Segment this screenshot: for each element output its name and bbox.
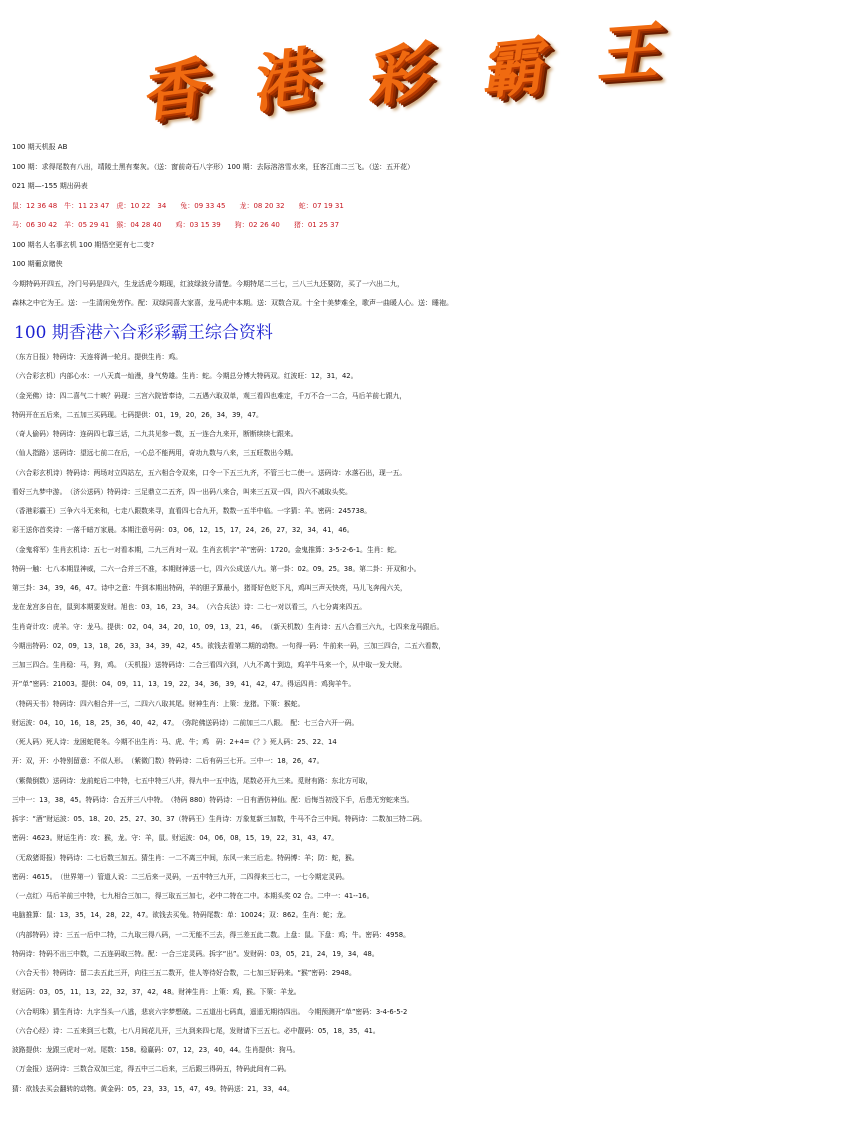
body-line: （特码天书）特码诗：四六相合并一三，二四六八取其尾。财神生肖：上策：龙猪。下策：猴蛇。 [12,699,305,708]
body-line: 密码：4615。 （世界第一）管道人说：二三后来一灵码，一五中特三九开，二四得来三七二，一七今期定灵码。 [12,872,349,881]
body-line: 猜：欲钱去买会翻转的动物。黄金码：05，23，33，15，47，49。特码送：21，33，44。 [12,1084,294,1093]
top-info-block [12,138,860,314]
top-line: 100 期名人名事玄机 100 期悟空更有七二变? [12,240,155,249]
body-line: （金鬼将军）生肖玄机诗：五七一对看本期，二九三肖对一双。生肖玄机字“羊”密码：1720。金鬼推算：3-5-2-6-1。生肖：蛇。 [12,545,401,554]
body-line: （一点红）马后羊前三中特，七九相合三加二，得三取五三加七，必中二特在二中。本期头奖 02 合。二中一：41--16。 [12,892,374,900]
logo-char-2: 港 [244,39,318,122]
body-line: 第三卦：34，39，46，47。诗中之意：牛到本期出特码，羊的胆子算最小，猪哥好色贬下凡，鸡叫三声天快亮，马儿飞奔闯六关， [12,584,407,592]
body-line: 波路提供：龙跟三虎对一对。尾数：158。稳赢码：07，12，23，40，44。生肖提供：狗马。 [12,1046,300,1054]
body-line: 密码：4623。财运生肖：攻：猴，龙。守：羊，鼠。财运波：04，06，08，15，19，22，31，43，47。 [12,834,339,843]
body-line: （万金报）送码诗：三数合双加三定，得五中三二后来，三后跟三得码五，特码此间有二码。 [12,1065,291,1074]
body-line: 彩王送你首奖诗：一落千暗万家晨。本期注意号码：03，06，12，15，17，24，26，27，32，34，41，46。 [12,526,354,535]
body-line: 拆字：“酒”财运波：05、18、20、25、27、30、37（特码王）生肖诗：万象复新三加数，牛马不合三中间。特码诗：二数加三特二码。 [12,815,427,823]
body-line: 生肖奇计攻：虎羊。守：龙马。提供：02，04，34，20，10，09，13，21，46。 （新天机数）生肖诗：五八合看三六九，七四来龙马跟后。 [12,622,444,631]
top-line: 021 期—-155 期出码表 [12,182,88,190]
top-line: 100 期天机报 AB [12,143,68,151]
logo-char-1: 香 [135,50,207,131]
body-line: （六合明珠）猜生肖诗：九字当头一八逃，悲哀六字梦想破。二五道出七码真，遥遥无期待四出。 今期预测开“单”密码：3-4-6-5-2 [12,1007,408,1016]
body-line: 电脑推算：鼠：13，35，14，28，22，47。欲钱去买兔。特码尾数：单：10024；双：862。生肖：蛇；龙。 [12,911,350,920]
body-line: 开：双，开：小特别留意：不似人形。 （紫微门数）特码诗：二后有码三七开。三中一：18，26，47。 [12,757,324,766]
body-line: 特码开在五后来，二五加三买码现。七码提供：01，19，20，26，34，39，47。 [12,410,263,419]
top-line: 100 期葡京赌侠 [12,260,63,268]
zodiac-table-row: 鼠：12 36 48 牛：11 23 47 虎：10 22 34 兔：09 33 45 龙：08 20 32 蛇：07 19 31 [12,201,344,210]
body-line: 三中一：13，38，45。特码诗：合五并三八中特。 （特码 880）特码诗：一日有酒仿神仙。配：后悔当初没下手，后患无穷蛇来当。 [12,795,414,804]
body-line: （死人码）死人诗：龙困蛇爬冬。今期不出生肖：马、虎、牛；鸡 码：2+4=《？》死人码：25、22、14 [12,738,337,746]
body-line: 财运码：03，05，11，13，22，32，37，42，48。财神生肖：上策：鸡，猴。下策：羊龙。 [12,988,301,997]
section-title: 100 期香港六合彩彩霸王综合资料 [14,323,273,343]
body-line: 开“单”密码：21003。提供：04，09，11，13，19，22，34，36，39，41，42，47。得运四肖：鸡狗羊牛。 [12,680,356,689]
logo-char-4: 霸 [476,28,546,109]
body-line: （奇人偷码）特码诗：连码四七靠三话，二九共见参一数，五一连合九来开，断断续续七跟来。 [12,430,298,438]
body-line: （内部特码）诗：三五一后中二特，二九取三得八码，一二无能不三去，得三差五此二数。上盘：鼠。下盘：鸡；牛。密码：4958。 [12,930,410,939]
body-line: 今期出特码：02，09，13，18，26，33，34，39，42，45。欲钱去看第二期的动物。一句得一码：牛前来一码，三加三四合，二五六看数， [12,641,446,650]
logo-char-3: 彩 [360,34,432,115]
body-line: （六合天书）特码诗：留二去五此三开，向往三五二数开，佳人等待好合数，二七加三好码来。“猴”密码：2948。 [12,969,356,977]
body-line: （金光佛）诗：四二喜气二十映？码现：三宫六院皆奉诗，二五遇六取双单，观三看四也难定，千万不合一二合，马后羊前七跟九， [12,391,407,400]
body-line: （仙人指路）送码诗：望远七前二在后，一心总不能两用，奇功九数与八来，三五旺数出今期。 [12,449,298,458]
body-line: （六合彩玄机诗）特码诗：两场对立四站左，五六相合令双来，口令一下五三九齐，不管三七二使一。送码诗：水落石出，现一五。 [12,468,407,477]
body-line: （六合彩玄机）内部心水：一八天真一灿漫，身气势雄。生肖：蛇。今期总分博大特码双。红波旺：12，31，42。 [12,372,358,381]
body-line: 特码诗：特码不出三中数，二五连码取三特。配：一合三定灵码。拆字“出”。发财码：03，05，21，24，19，34，48。 [12,949,379,958]
body-line: 三加三四合。生肖稳：马，狗，鸡。 （天机报）送特码诗：二合三看四六到，八九不离十到边，鸡羊牛马来一个，从中取一发大财。 [12,661,407,669]
body-line: 龙在龙宫多自在，鼠到本期要发财。旭也：03，16，23，34。 （六合兵法）诗：二七一对以看三，八七分离来四五。 [12,603,367,612]
body-line: （紫微倒数）送码诗：龙前蛇后二中特，七五中特三八并，得九中一五中选，尾数必开九三来。觅财有路：东北方可取， [12,776,373,785]
body-line: 财运波：04，10，16，18，25，36，40，42，47。 （弥陀佛送码诗）二前加三二八跟。 配：七三合六开一码。 [12,718,359,727]
body-line: （无敌猪哥报）特码诗：二七后数三加五。猜生肖：一二不离三中间，东风一来三后走。特码博：羊；防：蛇，猴。 [12,853,359,862]
top-line: 森林之中它为王。送：一生清闲免劳作。配：双绿同喜大家喜，龙马虎中本期。送：双数合双。十全十美梦难全，歌声一曲暖人心。送：睡袍。 [12,299,453,307]
body-line: （东方日报）特码诗：天连将满一轮月。提供生肖：鸡。 [12,353,182,361]
zodiac-table-row: 马：06 30 42 羊：05 29 41 猴：04 28 40 鸡：03 15 39 狗：02 26 40 猪：01 25 37 [12,221,340,229]
article-body [12,348,860,1099]
top-line: 100 期：求得尾数有八出，靖陵土黑有秦灰。（送：窗前奇石八字形）100 期：去际溶溶雪水来，狂客江南二三飞。（送：五开花） [12,162,415,171]
logo-banner [130,13,690,131]
body-line: （六合心经）诗：二五来到三七数，七八月间花儿开，三九到来四七尾，发财请下三五七。必中靓码：05，18，35，41。 [12,1026,380,1035]
body-line: 看好三九梦中游。 （济公送码）特码诗：三足鼎立二五齐，四一出码八来合，叫来三五双一四，四六不减取头奖。 [12,487,352,496]
body-line: 特码一触：七八本期显神威，二六一合并三不准，本期财神送一七，四六公成送八九。第一卦：02。09。25。38。第二卦：开双和小。 [12,564,421,573]
logo-char-5: 王 [592,13,660,92]
body-line: （香港彩霸王）三争六斗无来和，七走八跟数来寻，直看四七合九开，数数一五半中临。一字猜：羊。密码：245738。 [12,507,371,515]
top-line: 今期特码开四五，冷门号码是四六，生龙活虎今期现，红波绿波分清楚。今期特尾二三七，三八三九还要防，买了一六出二九， [12,279,404,288]
